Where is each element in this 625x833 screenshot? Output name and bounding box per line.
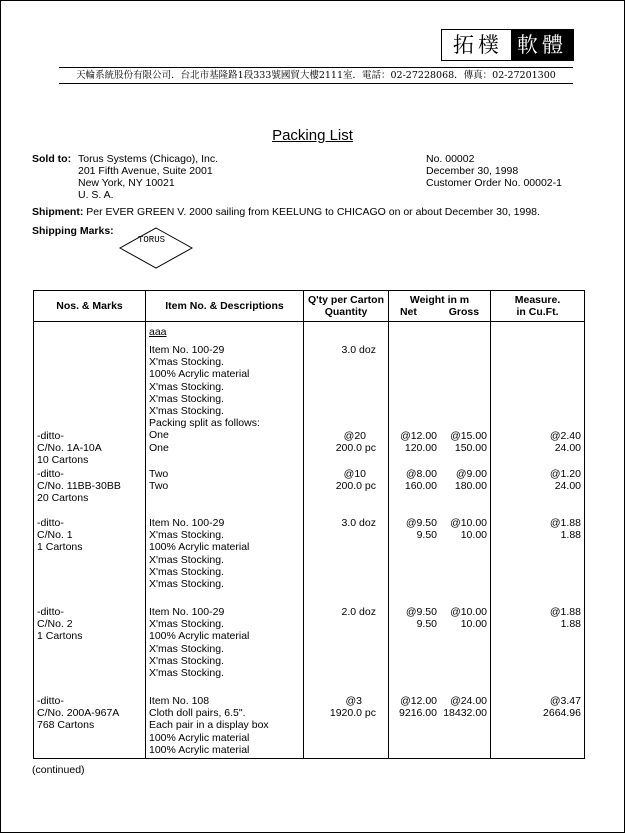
net-line: 9216.00 [399, 707, 437, 720]
header-weight-gross: Gross [448, 306, 480, 318]
list-item [399, 695, 437, 719]
marks-line: 1 Cartons [37, 630, 83, 643]
item-line: 100% Acrylic material [149, 731, 250, 744]
marks-line: C/No. 2 [37, 618, 73, 631]
marks-line: -ditto- [37, 430, 64, 442]
item-line: Packing split as follows: [149, 417, 260, 430]
measure-line: 24.00 [554, 442, 581, 455]
list-item [329, 695, 376, 720]
net-line: @9.50 [405, 517, 437, 529]
header-weight-title: Weight in m [409, 294, 470, 306]
gross-line: 10.00 [460, 529, 487, 542]
quantity-column [304, 322, 389, 759]
marks-column [34, 322, 146, 759]
item-line: X'mas Stocking. [149, 565, 224, 578]
gross-line: 18432.00 [443, 707, 487, 720]
list-item [37, 606, 83, 643]
list-item [406, 606, 437, 630]
first-item-label: aaa [149, 326, 167, 338]
measure-line: @2.40 [549, 430, 581, 442]
marks-line: -ditto- [37, 468, 64, 480]
qty-line: @10 [343, 468, 366, 480]
document-number: No. 00002 [426, 153, 475, 165]
header-qty-total: Quantity [324, 306, 368, 318]
measure-line: 1.88 [560, 529, 581, 542]
net-line: @9.50 [405, 606, 437, 618]
item-line: Two [149, 480, 169, 493]
marks-line: 768 Cartons [37, 719, 95, 732]
marks-line: -ditto- [37, 606, 64, 618]
item-line: Two [149, 468, 169, 480]
net-line: 9.50 [416, 618, 437, 631]
gross-line: 180.00 [454, 480, 487, 493]
list-item [149, 468, 168, 492]
sold-to-line: New York, NY 10021 [78, 177, 175, 189]
net-line: @12.00 [400, 695, 437, 707]
list-item [550, 468, 581, 492]
list-item [149, 695, 269, 756]
item-line: Item No. 100-29 [149, 517, 225, 529]
list-item [37, 430, 102, 467]
measure-line: @1.88 [549, 606, 581, 618]
qty-line: 200.0 pc [335, 480, 376, 493]
net-line: 120.00 [404, 442, 437, 455]
list-item [335, 468, 376, 493]
sold-to-label: Sold to: [32, 153, 72, 165]
list-item [37, 695, 119, 732]
weight-column [389, 322, 491, 759]
qty-line: 200.0 pc [335, 442, 376, 455]
item-line: 100% Acrylic material [149, 368, 250, 381]
net-line: 160.00 [404, 480, 437, 493]
gross-line: @15.00 [450, 430, 487, 442]
qty-line: @3 [345, 695, 362, 707]
list-item [550, 606, 581, 630]
item-line: X'mas Stocking. [149, 618, 224, 631]
list-item [550, 517, 581, 541]
shipping-mark-diamond [119, 227, 193, 269]
item-line: 100% Acrylic material [149, 630, 250, 643]
qty-value: 2.0 doz [341, 606, 376, 618]
item-line: 100% Acrylic material [149, 743, 250, 756]
company-logo [441, 29, 574, 61]
header-marks: Nos. & Marks [34, 291, 146, 322]
sold-to-line: U. S. A. [78, 189, 114, 201]
gross-line: 150.00 [454, 442, 487, 455]
net-line: @12.00 [400, 430, 437, 442]
item-line: 100% Acrylic material [149, 541, 250, 554]
item-line: X'mas Stocking. [149, 392, 224, 405]
header-weight-net: Net [399, 306, 417, 318]
list-item [37, 517, 83, 554]
list-item [406, 517, 437, 541]
gross-line: @10.00 [450, 517, 487, 529]
list-item [450, 517, 487, 541]
list-item [149, 517, 249, 590]
marks-line: C/No. 200A-967A [37, 707, 120, 720]
shipment-label: Shipment: [32, 206, 84, 218]
list-item [405, 468, 437, 492]
item-line: X'mas Stocking. [149, 405, 224, 418]
marks-line: -ditto- [37, 517, 64, 529]
measure-line: 1.88 [560, 618, 581, 631]
header-measure [491, 291, 585, 322]
customer-order-number: Customer Order No. 00002-1 [426, 177, 562, 189]
marks-line: 1 Cartons [37, 541, 83, 554]
measure-line: 2664.96 [543, 707, 581, 720]
marks-line: C/No. 1A-10A [37, 442, 102, 455]
header-weight [389, 291, 491, 322]
header-measure-unit: in Cu.Ft. [516, 306, 559, 318]
item-line: X'mas Stocking. [149, 553, 224, 566]
table-body-row [34, 322, 585, 759]
net-line: 9.50 [416, 529, 437, 542]
document-info [426, 153, 562, 189]
measure-line: @1.88 [549, 517, 581, 529]
net-line: @8.00 [405, 468, 437, 480]
item-line: Item No. 100-29 [149, 606, 225, 618]
item-line: X'mas Stocking. [149, 356, 224, 369]
packing-table [33, 290, 585, 759]
qty-line: @20 [343, 430, 366, 442]
table-header-row [34, 291, 585, 322]
page-title: Packing List [272, 127, 353, 144]
item-line: One [149, 429, 169, 442]
shipment-line [32, 206, 540, 218]
marks-line: C/No. 1 [37, 529, 73, 542]
sold-to-address [78, 153, 218, 201]
list-item [149, 606, 249, 679]
list-item [37, 468, 121, 505]
shipping-marks-label: Shipping Marks: [32, 225, 114, 237]
marks-line: C/No. 11BB-30BB [37, 480, 121, 493]
measure-line: 24.00 [554, 480, 581, 493]
measure-line: @1.20 [549, 468, 581, 480]
item-line: X'mas Stocking. [149, 578, 224, 591]
gross-line: 10.00 [460, 618, 487, 631]
marks-line: 10 Cartons [37, 454, 89, 467]
list-item [443, 695, 487, 719]
continued-note: (continued) [32, 764, 85, 776]
item-line: Cloth doll pairs, 6.5". [149, 707, 246, 720]
company-address-line: 天輪系統股份有限公司．台北市基隆路1段333號國貿大樓2111室．電話：02-27228068．傳真：02-27201300 [76, 70, 556, 81]
sold-to-line: Torus Systems (Chicago), Inc. [78, 153, 219, 165]
list-item [450, 430, 487, 454]
header-rule-bottom [59, 83, 573, 84]
gross-line: @9.00 [455, 468, 487, 480]
item-line: One [149, 441, 169, 454]
header-item: Item No. & Descriptions [146, 291, 304, 322]
header-qty-per-carton: Q'ty per Carton [307, 294, 384, 306]
list-item [543, 695, 581, 719]
shipment-text: Per EVER GREEN V. 2000 sailing from KEELUNG to CHICAGO on or about December 30, 1998. [86, 206, 540, 218]
marks-line: -ditto- [37, 695, 64, 707]
item-line: Item No. 100-29 [149, 344, 225, 356]
item-line: X'mas Stocking. [149, 529, 224, 542]
header-quantity [304, 291, 389, 322]
header-weight-sub [389, 306, 490, 318]
list-item [149, 344, 260, 454]
logo-left-text: 拓樸 [453, 33, 503, 57]
marks-line: 20 Cartons [37, 492, 89, 505]
measure-line: @3.47 [549, 695, 581, 707]
logo-right-text: 軟體 [511, 30, 573, 60]
document-date: December 30, 1998 [426, 165, 519, 177]
item-column [146, 322, 304, 759]
list-item [455, 468, 487, 492]
item-line: X'mas Stocking. [149, 654, 224, 667]
item-line: X'mas Stocking. [149, 667, 224, 680]
gross-line: @24.00 [450, 695, 487, 707]
header-measure-title: Measure. [514, 294, 561, 306]
list-item [550, 430, 581, 454]
qty-value: 3.0 doz [341, 517, 376, 529]
item-line: X'mas Stocking. [149, 642, 224, 655]
item-line: Each pair in a display box [149, 719, 269, 732]
list-item [450, 606, 487, 630]
measure-column [491, 322, 585, 759]
sold-to-line: 201 Fifth Avenue, Suite 2001 [78, 165, 213, 177]
item-line: X'mas Stocking. [149, 380, 224, 393]
item-line: Item No. 108 [149, 695, 210, 707]
shipping-mark-text: TORUS [138, 235, 166, 245]
list-item [335, 430, 376, 455]
list-item [400, 430, 437, 454]
qty-value: 3.0 doz [341, 344, 376, 356]
gross-line: @10.00 [450, 606, 487, 618]
qty-line: 1920.0 pc [329, 707, 376, 720]
